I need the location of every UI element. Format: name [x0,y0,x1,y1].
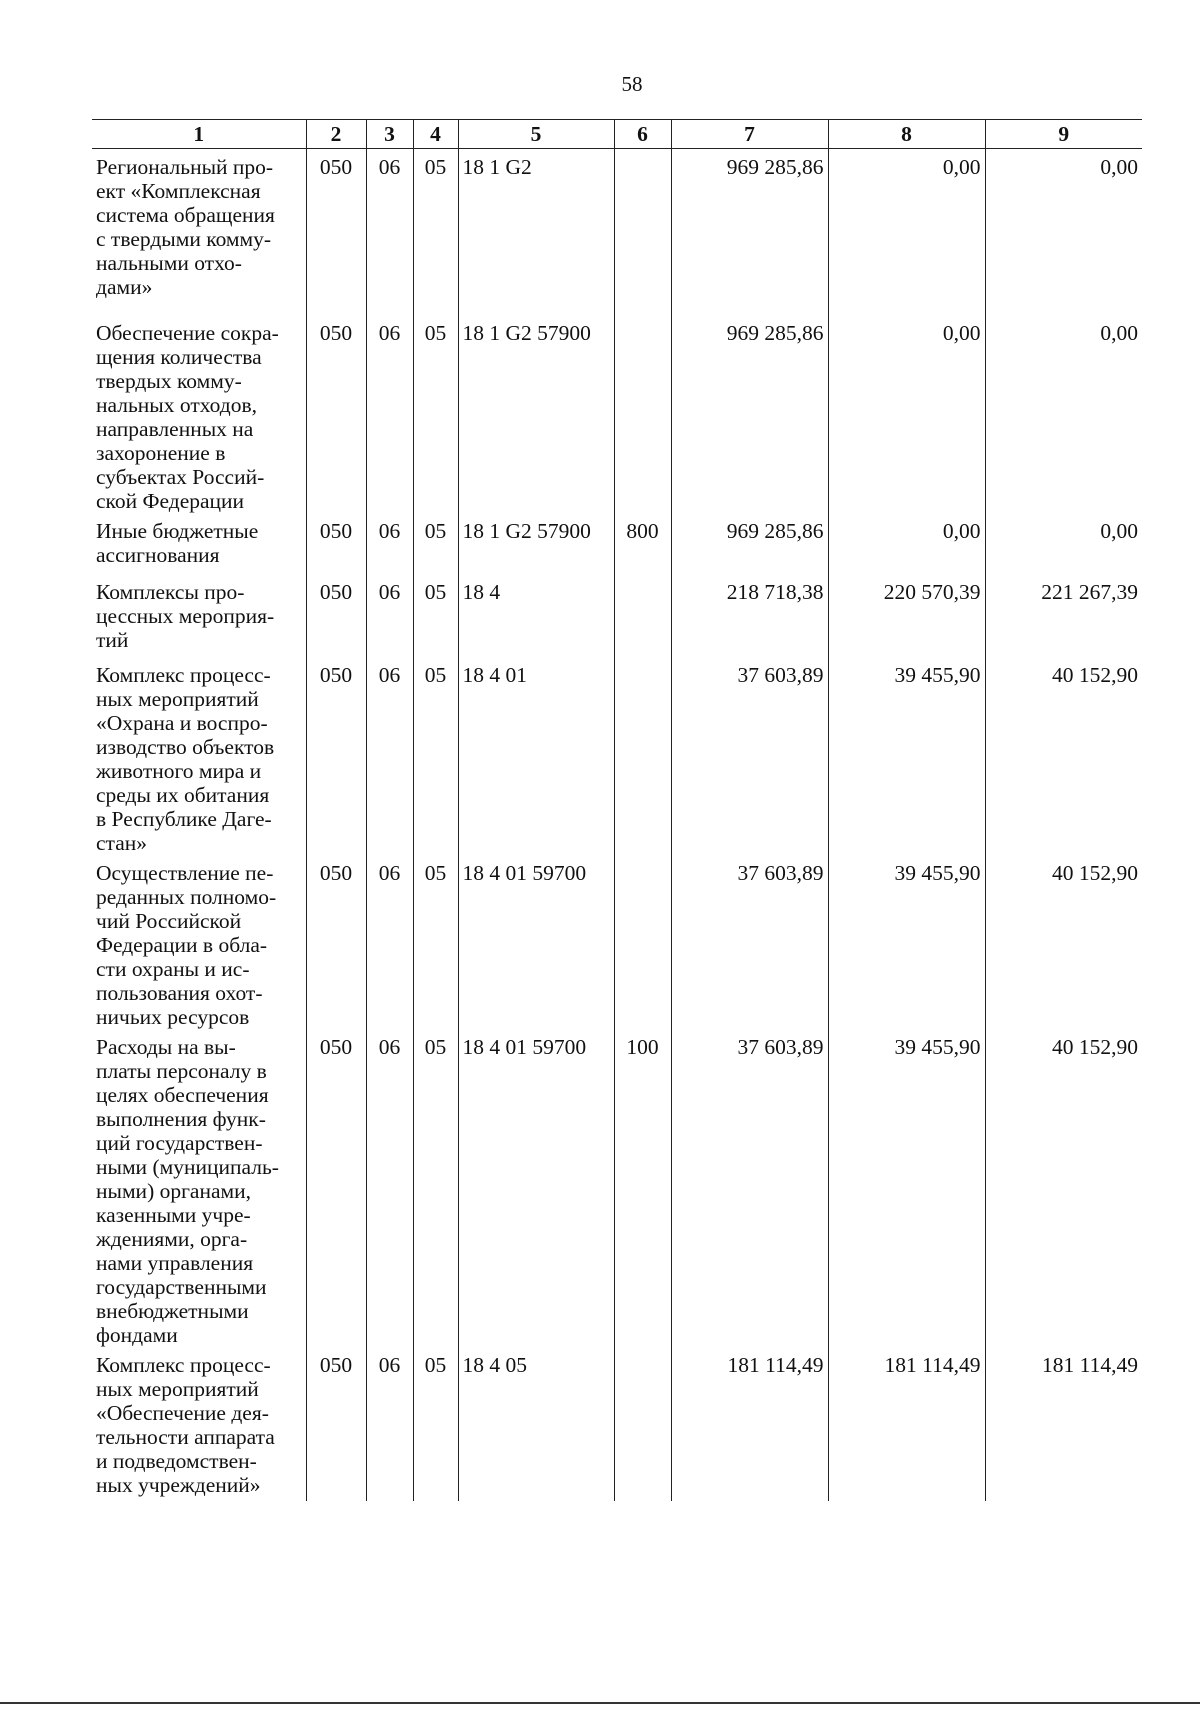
section-code: 06 [366,1029,413,1347]
amount-col-9: 40 152,90 [985,657,1142,855]
amount-col-9: 0,00 [985,149,1142,315]
amount-col-8: 181 114,49 [828,1347,985,1501]
item-name: Обеспечение сокра- щения количества твердых комму- нальных отходов, направленных на захоронение в субъектах Россий- ской Федерации [96,320,279,513]
expense-type-code [614,149,671,315]
section-code: 06 [366,855,413,1029]
item-name: Иные бюджетные ассигнования [96,518,259,567]
amount-col-7: 181 114,49 [671,1347,828,1501]
target-article-code: 18 1 G2 57900 [458,513,614,574]
section-code: 06 [366,513,413,574]
table-row [92,657,1142,855]
table-row [92,513,1142,574]
amount-col-8: 0,00 [828,513,985,574]
amount-col-9: 40 152,90 [985,1029,1142,1347]
column-header: 7 [671,120,828,149]
column-header: 1 [92,120,306,149]
table-row [92,149,1142,315]
section-code: 06 [366,315,413,513]
item-name: Комплекс процесс- ных мероприятий «Обеспечение дея- тельности аппарата и подведомствен- ных учреждений» [96,1352,275,1497]
subsection-code: 05 [413,1029,458,1347]
ministry-code: 050 [306,315,366,513]
ministry-code: 050 [306,855,366,1029]
target-article-code: 18 1 G2 [458,149,614,315]
section-code: 06 [366,1347,413,1501]
table-row [92,1029,1142,1347]
column-header: 2 [306,120,366,149]
ministry-code: 050 [306,1029,366,1347]
amount-col-7: 969 285,86 [671,149,828,315]
section-code: 06 [366,657,413,855]
target-article-code: 18 4 01 59700 [458,855,614,1029]
section-code: 06 [366,574,413,657]
expense-type-code [614,657,671,855]
column-header: 6 [614,120,671,149]
amount-col-9: 0,00 [985,315,1142,513]
expense-type-code [614,574,671,657]
column-header: 4 [413,120,458,149]
subsection-code: 05 [413,657,458,855]
subsection-code: 05 [413,574,458,657]
item-name: Комплексы про- цессных мероприя- тий [96,579,275,652]
amount-col-7: 37 603,89 [671,657,828,855]
amount-col-8: 0,00 [828,315,985,513]
section-code: 06 [366,149,413,315]
table-row [92,1347,1142,1501]
amount-col-7: 969 285,86 [671,315,828,513]
ministry-code: 050 [306,1347,366,1501]
amount-col-9: 40 152,90 [985,855,1142,1029]
amount-col-8: 0,00 [828,149,985,315]
item-name: Осуществление пе- реданных полномо- чий Российской Федерации в обла- сти охраны и ис- пользования охот- ничьих ресурсов [96,860,277,1029]
subsection-code: 05 [413,513,458,574]
ministry-code: 050 [306,574,366,657]
amount-col-9: 221 267,39 [985,574,1142,657]
amount-col-7: 969 285,86 [671,513,828,574]
target-article-code: 18 1 G2 57900 [458,315,614,513]
amount-col-9: 181 114,49 [985,1347,1142,1501]
expense-type-code [614,315,671,513]
item-name: Расходы на вы- платы персоналу в целях обеспечения выполнения функ- ций государствен- ными (муниципаль- ными) органами, казенными учре- ждениями, орга- нами управления государственными внебюджетными фондами [96,1034,279,1347]
target-article-code: 18 4 05 [458,1347,614,1501]
amount-col-8: 39 455,90 [828,1029,985,1347]
page-number: 58 [621,72,643,96]
table-row [92,855,1142,1029]
target-article-code: 18 4 [458,574,614,657]
subsection-code: 05 [413,149,458,315]
amount-col-7: 218 718,38 [671,574,828,657]
budget-table [92,119,1142,1501]
target-article-code: 18 4 01 59700 [458,1029,614,1347]
expense-type-code [614,855,671,1029]
subsection-code: 05 [413,855,458,1029]
scan-edge-line [0,1702,1200,1704]
ministry-code: 050 [306,149,366,315]
header-row [92,120,1142,149]
column-header: 3 [366,120,413,149]
amount-col-7: 37 603,89 [671,855,828,1029]
column-header: 9 [985,120,1142,149]
ministry-code: 050 [306,657,366,855]
item-name: Комплекс процесс- ных мероприятий «Охрана и воспро- изводство объектов животного мира и среды их обитания в Республике Даге- стан» [96,662,275,855]
amount-col-7: 37 603,89 [671,1029,828,1347]
column-header: 8 [828,120,985,149]
table-row [92,574,1142,657]
ministry-code: 050 [306,513,366,574]
column-header: 5 [458,120,614,149]
amount-col-8: 220 570,39 [828,574,985,657]
expense-type-code [614,1347,671,1501]
item-name: Региональный про- ект «Комплексная система обращения с твердыми комму- нальными отхо- дами» [96,155,275,299]
expense-type-code: 800 [614,513,671,574]
amount-col-9: 0,00 [985,513,1142,574]
subsection-code: 05 [413,1347,458,1501]
amount-col-8: 39 455,90 [828,855,985,1029]
expense-type-code: 100 [614,1029,671,1347]
table-row [92,315,1142,513]
amount-col-8: 39 455,90 [828,657,985,855]
target-article-code: 18 4 01 [458,657,614,855]
subsection-code: 05 [413,315,458,513]
